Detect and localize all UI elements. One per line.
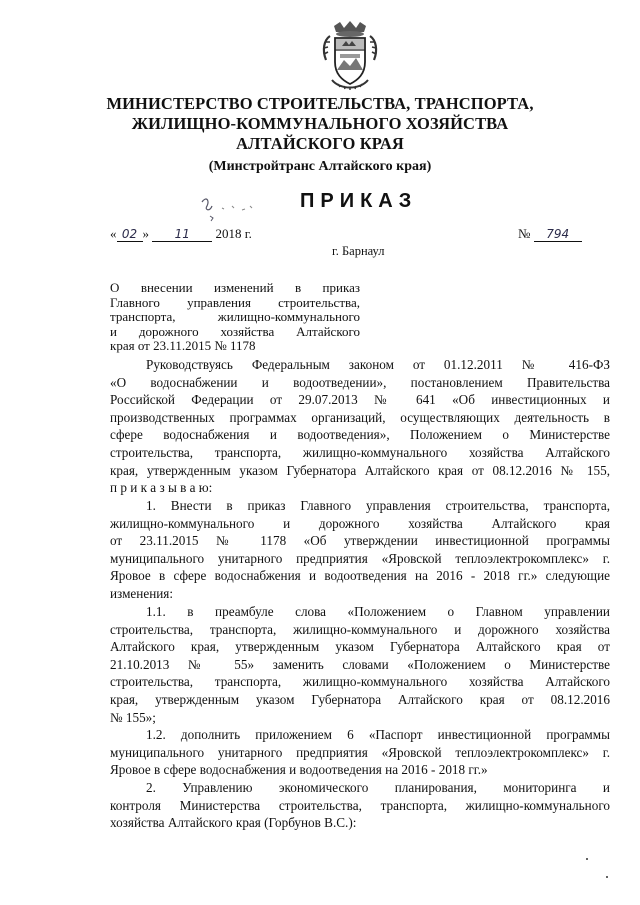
body-line: 2. Управлению экономического планирования, мониторинга и (146, 780, 610, 795)
item-2-paragraph (110, 779, 610, 832)
item-1-1-paragraph (110, 603, 610, 726)
body-line: сфере водоснабжения и водоотведения», Положением о Министерстве (110, 427, 610, 443)
org-name-line1: МИНИСТЕРСТВО СТРОИТЕЛЬСТВА, ТРАНСПОРТА, (106, 94, 534, 113)
number-value-handwritten: 794 (534, 228, 582, 242)
date-quote-close: » (142, 226, 149, 241)
date-year: 2018 г. (215, 226, 252, 241)
body-line: Российской Федерации от 29.07.2013 № 641 «Об инвестиционных и (110, 392, 610, 408)
subject-line: края от 23.11.2015 № 1178 (110, 338, 256, 353)
body-line: Руководствуясь Федеральным законом от 01.12.2011 № 416-ФЗ (146, 357, 610, 372)
date-day-handwritten: 02 (117, 228, 143, 242)
body-line: Яровое в сфере водоснабжения и водоотведения на 2016 - 2018 гг.» (110, 762, 488, 778)
body-line: 21.10.2013 № 55» заменить словами «Положением о Министерстве (110, 656, 610, 672)
handwritten-mark (196, 192, 266, 226)
org-name-line2: ЖИЛИЩНО-КОММУНАЛЬНОГО ХОЗЯЙСТВА (131, 114, 509, 133)
body-line: муниципального унитарного предприятия «Яровской теплоэлектрокомплекс» г. (110, 550, 610, 566)
body-line: края, утвержденным указом Губернатора Алтайского края от 08.12.2016 (110, 691, 610, 707)
altai-krai-coat-of-arms-icon (318, 20, 382, 92)
body-line: муниципального унитарного предприятия «Яровской теплоэлектрокомплекс» г. (110, 744, 610, 760)
body-line: жилищно-коммунального и дорожного хозяйства Алтайского края (110, 515, 610, 531)
body-line: строительства, транспорта, жилищно-коммунального хозяйства Алтайского (110, 444, 610, 460)
body-line: производственных программах организаций, осуществляющих деятельность в (110, 409, 610, 425)
org-name-line3: АЛТАЙСКОГО КРАЯ (236, 134, 404, 153)
date-quote-open: « (110, 226, 117, 241)
subject-line: Главного управления строительства, (110, 294, 360, 310)
item-1-paragraph (110, 497, 610, 603)
body-line: 1. Внести в приказ Главного управления строительства, транспорта, (146, 498, 610, 513)
document-title: ПРИКАЗ (300, 190, 418, 212)
preamble-paragraph (110, 356, 610, 497)
scan-speck (586, 858, 588, 860)
date-month-handwritten: 11 (152, 228, 212, 242)
body-line: края, утвержденным указом Губернатора Алтайского края от 08.12.2016 № 155, (110, 462, 610, 478)
body-line: контроля Министерства строительства, транспорта, жилищно-коммунального (110, 797, 610, 813)
body-line: хозяйства Алтайского края (Горбунов В.С.): (110, 815, 357, 831)
body-line: от 23.11.2015 № 1178 «Об утверждении инвестиционной программы (110, 533, 610, 549)
body-line: изменения: (110, 585, 174, 601)
document-city: г. Барнаул (332, 244, 385, 258)
body-line: Алтайского края, утвержденным указом Губернатора Алтайского края от (110, 639, 610, 655)
scan-speck (606, 876, 608, 878)
document-number (518, 226, 582, 242)
item-1-2-paragraph (110, 726, 610, 779)
order-word: п р и к а з ы в а ю: (110, 480, 213, 496)
subject-line: и дорожного хозяйства Алтайского (110, 323, 360, 339)
document-subject (110, 281, 360, 354)
document-date (110, 226, 252, 242)
body-line: 1.1. в преамбуле слова «Положением о Главном управлении (146, 604, 610, 619)
body-line: Яровое в сфере водоснабжения и водоотведения на 2016 - 2018 гг.» следующие (110, 568, 610, 584)
number-label: № (518, 226, 531, 241)
subject-line: транспорта, жилищно-коммунального (110, 309, 360, 324)
body-line: строительства, транспорта, жилищно-коммунального и дорожного хозяйства (110, 621, 610, 637)
body-line: «О водоснабжении и водоотведении», постановлением Правительства (110, 374, 610, 390)
org-short-name: (Минстройтранс Алтайского края) (208, 159, 432, 174)
subject-line: О внесении изменений в приказ (110, 280, 360, 295)
body-line: строительства, транспорта, жилищно-коммунального хозяйства Алтайского (110, 674, 610, 690)
body-line: 1.2. дополнить приложением 6 «Паспорт инвестиционной программы (146, 727, 610, 742)
body-line: № 155»; (110, 709, 156, 725)
